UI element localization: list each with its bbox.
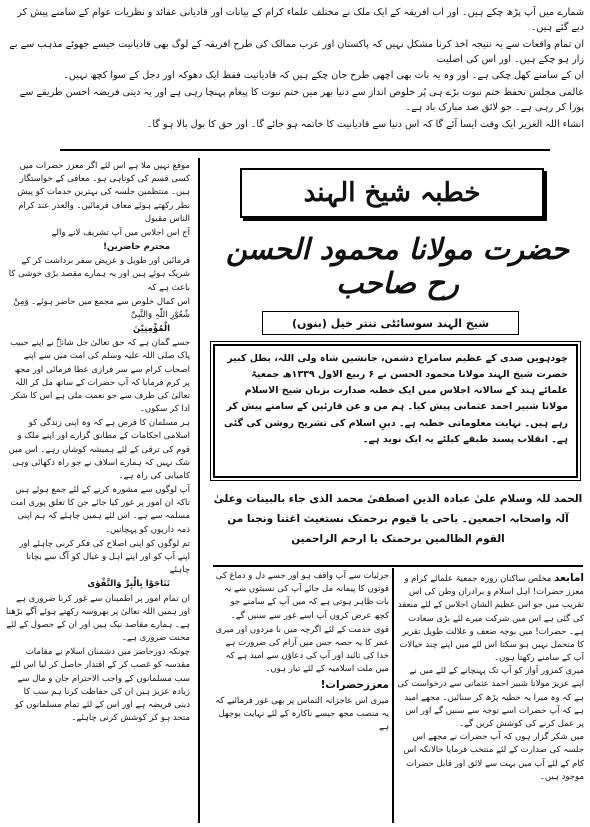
section-divider <box>213 565 583 567</box>
dua-line: الحمد للہ وسلام علیٰ عبادہ الذین اصطفیٰ محمد الذی جاء بالبینات وعلیٰ <box>213 493 583 505</box>
intro-text <box>6 6 584 135</box>
paragraph: مخلص ساکنان روزہ جمعیۃ علمائے کرام و معزز حضرات! اہل اسلام و برادران وطن کی اس تقریب میں جو اس عظیم الشان اجلاس کے لئے منعقد کی گئی ہے اس میں شرکت میرے لئے بڑی سعادت ہے۔ حضرات! میں بوجہ ضعف و علالت طویل تقریر کا متحمل نہیں ہو سکتا اس لئے میں اپنے چند خیالات آپ کے سامنے رکھتا ہوں۔ <box>397 574 584 664</box>
left-column <box>396 570 584 821</box>
paragraph: موقع نہیں ملا ہے اس لئے اگر معزز حضرات میں کسی قسم کی کوتاہی ہو۔ معافی کے خواستگار ہیں۔ منتظمین جلسہ کی بہترین خدمات کو پیش نظر رکھتے ہوئے معاف فرمائیں۔ والعذر عند کرام الناس مقبول <box>17 161 190 224</box>
heading-audience: محترم حاضرین! <box>103 242 170 253</box>
intro-line: شمارے میں آپ پڑھ چکے ہیں۔ اور اب افریقہ کے ایک ملک نے مختلف علماء کرام کے بیانات اور قادیانی عقائد و نظریات عوام کے سامنے پیش کر دیے گئے ہیں۔ <box>17 7 584 33</box>
dua-line: آلہ واصحابہ اجمعین۔ یاحی یا قیوم برحمتک نستغیث اغثنا ونجنا من <box>227 512 569 525</box>
article-title: خطبہ شیخ الہند <box>240 168 544 218</box>
intro-line: عالمی مجلس تحفظ ختم نبوت بڑے ہی پُر خلوص انداز سے دنیا بھر میں ختم نبوت کا پیغام پہنچا رہی ہے اور یہ دینی فریضہ احسن طریقے سے پورا کر رہی ہے۔ جو لائق صد مبارک باد ہے۔ <box>19 87 584 114</box>
paragraph: اس کمال خلوص سے مجمع میں حاضر ہوئے۔ وَمِنْ شُعُوْرِ اللّٰہِ وَالنَّبِیِّ <box>13 296 190 320</box>
column-divider-left <box>392 568 394 823</box>
intro-line: ان کے سامنے کھل چکی ہے۔ اور وہ یہ بات بھی اچھی طرح جان چکے ہیں کہ قادیانیت فقط ایک دھوکہ اور دجل کے سوا کچھ نہیں۔ <box>63 70 584 82</box>
dua-text <box>213 490 583 550</box>
paragraph: میری کمزور آواز کو آپ تک پہنچانے کے لئے میں نے اپنے عزیز مولانا شبیر احمد عثمانی سے درخواست کی ہے کہ وہ میرا یہ خطبہ پڑھ کر سنائیں۔ مجھے امید ہے کہ آپ حضرات اسے توجہ سے سنیں گے اور اس پر عمل کرنے کی کوشش کریں گے۔ <box>397 666 584 729</box>
paragraph: فرمائیں اور طویل و عریض سفر برداشت کر کے شریک ہوئے ہیں اور یہ ہمارے مقصد بڑی خوشی کا باعث ہے کہ <box>8 256 190 293</box>
paragraph: آج اس اجلاس میں آپ تشریف لانے والے <box>51 227 190 238</box>
heading-address: معززحضرات! <box>320 679 389 692</box>
paragraph: قوی خدمت کے لئے اگرچہ میں نا مزدوں اور میری عمر کا یہ حصہ جس میں آرام کی ضرورت ہے خدا کی تائید اور آپ کی دعاؤں سے امید ہے کہ میں ملت اسلامیہ کے لئے تیار ہوں۔ <box>215 624 389 675</box>
paragraph: میں شکر گزار ہوں کہ آپ حضرات نے مجھے اس جلسہ کی صدارت کے لئے منتخب فرمایا حالانکہ اس کام کے لئے آپ میں بہت سے لائق اور قابل حضرات موجود ہیں۔ <box>403 732 584 782</box>
quran-verse: تَنَاجَوْا بِالْبِرِّ وَالتَّقْوٰی <box>87 579 170 590</box>
paragraph: ہر مسلمان کا فرض ہے کہ وہ اپنی زندگی کو اسلامی احکامات کے مطابق گزارے اور اپنے ملک و قوم کی ترقی کے لئے ہمیشہ کوشاں رہے۔ اس میں شک نہیں کہ ہمارے اسلاف نے جو راہ دکھائی وہی کامیابی کی راہ ہے۔ <box>8 418 190 481</box>
paragraph: جزئیات سے آپ واقف ہو اور جسے دل و دماغ کی قوتوں کا پیمانہ مل جائے آپ کی نسبتوں سے یہ بات ظاہر ہوتی ہے کہ میں آپ کے سامنے جو کچھ عرض کروں آپ اسے غور سے سنیں گے۔ <box>215 571 389 621</box>
top-divider <box>60 149 550 151</box>
paragraph: میری اس عاجزانہ التماس پر بھی غور فرمائیے کہ یہ منصب مجھ جیسے ناکارہ کے لئے نہایت بوجھل ہے <box>215 695 389 732</box>
heading-amma-baad: امابعد <box>554 572 584 584</box>
paragraph: جسے گمان ہے کہ حق تعالیٰ جل شانہٗ نے اپنے حبیب پاک صلی اللہ علیہ وسلم کی امت میں سے اپنے اصحاب کرام سے سر فرازی عطا فرمائی اور مجھ پر کرم فرمایا کہ آپ حضرات کے ساتھ مل کر اللہ تعالیٰ کی طرف سے جو نعمت ملی ہے اس کا شکر ادا کر سکوں۔ <box>10 338 190 415</box>
paragraph: چونکہ دورحاضر میں دشمنان اسلام نے مقامات مقدسہ کو غصب کر کے اقتدار حاصل کر لیا اس لئے سب مسلمانوں کے واجب الاحترام جان و مال سے زیادہ عزیز ہیں ان کی حفاظت کرنا ہم سب کا دینی فریضہ ہے اور اس کے لئے تمام مسلمانوں کو متحد ہو کر کوشش کرنی چاہئے۔ <box>10 647 190 724</box>
intro-line: انشاء اللہ العزیز ایک وقت ایسا آئے گا کہ اس دنیا سے قادیانیت کا خاتمہ ہو جائے گا۔ اور حق کا بول بالا ہو گا۔ <box>146 119 584 131</box>
paragraph: آپ لوگوں سے مشورہ کرنے کے لئے جمع ہوئے ہیں تاکہ ان امور پر غور کیا جائے جن کا تعلق پوری امت مسلمہ سے ہے۔ اس لئے ہمیں چاہئے کہ ہم اپنی ذمہ داریوں کو پہچانیں۔ <box>10 485 190 535</box>
dua-line: القوم الظالمین برحمتک یا ارحم الراحمین <box>291 532 505 545</box>
quran-verse: الْمُؤْمِنِیْنَ <box>133 324 170 335</box>
article-subtitle: حضرت مولانا محمود الحسن رح صاحب <box>225 232 570 300</box>
notice-text: چودہویں صدی کے عظیم سامراج دشمن، جانشین شاہ ولی اللہ، بطل کبیر حضرت شیخ الہند مولانا محمود الحسن نے ۶ ربیع الاول ۱۳۳۹ھ جمعیۃ علمائے ہند کے سالانہ اجلاس میں ایک خطبہ صدارت بزبان شیخ الاسلام مولانا شبیر احمد عثمانی پیش کیا۔ ہم من و عن قارئین کے سامنے پیش کر رہے ہیں۔ نہایت معلوماتی خطبہ ہے۔ دینِ اسلام کی تشریح روشن کی گئی ہے۔ انقلاب پسند طبقے کیلئے یہ ایک نوید ہے۔ <box>224 353 568 445</box>
paragraph: ان تمام امور پر اطمینان سے غور کرنا ضروری ہے اور ہمیں اللہ تعالیٰ پر بھروسہ رکھتے ہوئے آگے بڑھنا ہے۔ ہمارے مقاصد نیک ہیں اور ان کے حصول کے لئے محنت ضروری ہے۔ <box>6 593 190 644</box>
middle-column <box>213 570 389 821</box>
intro-line: ان تمام واقعات سے یہ نتیجہ اخذ کرنا مشکل نہیں کہ پاکستان اور عرب ممالک کی طرح افریقہ کے لوگ بھی قادیانیت جیسے جھوٹے مذہب سے بے زار ہو چکے ہیں۔ اور اس کی اصلیت <box>9 38 584 65</box>
column-divider-right <box>198 158 200 823</box>
paragraph: تم لوگوں کو اپنی اصلاح کی فکر کرنی چاہئے اور اپنے آپ کو اور اپنے اہل و عیال کو آگ سے بچانا چاہئے <box>19 538 190 576</box>
right-column <box>6 160 190 821</box>
society-name: شیخ الہند سوسائٹی تنتر خیل (بنوں) <box>262 311 519 335</box>
notice-box <box>213 344 578 478</box>
